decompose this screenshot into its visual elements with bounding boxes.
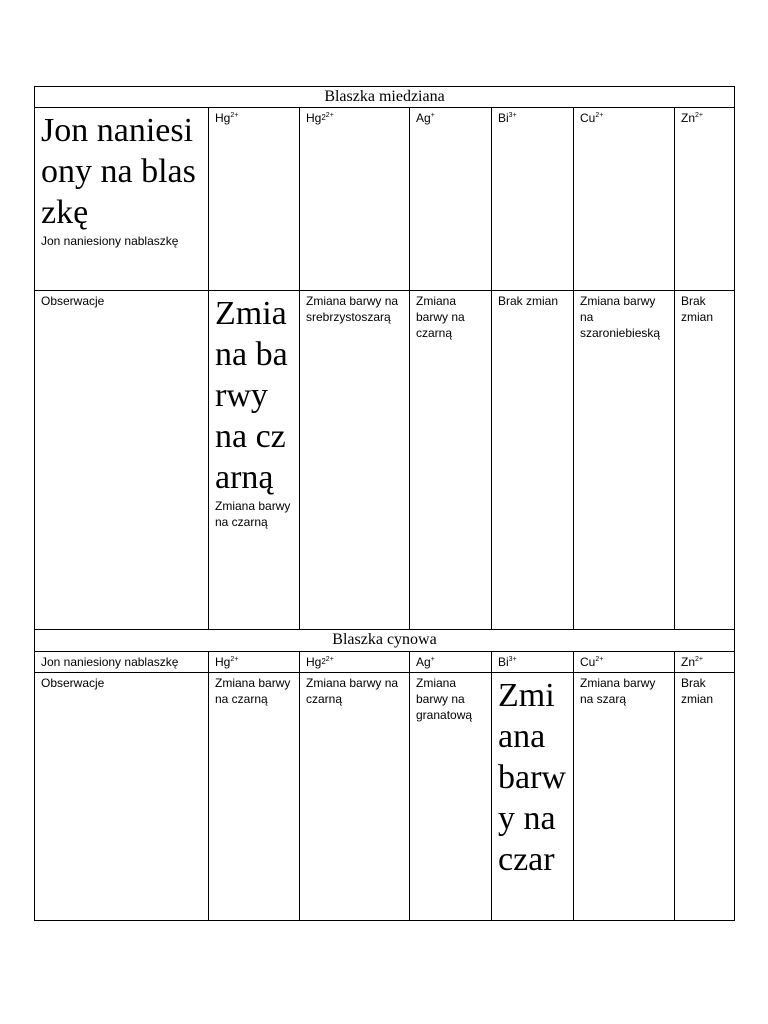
copper-ion-label (306, 111, 334, 125)
copper-observation-text: Zmiana barwy na czarną (416, 294, 465, 340)
tin-ion-label (681, 655, 703, 669)
copper-ion-cell (300, 108, 410, 291)
copper-ion-label (498, 111, 517, 125)
copper-ion-cell (209, 108, 300, 291)
copper-observations-label: Obserwacje (41, 294, 105, 308)
tin-ion-cell (492, 652, 574, 673)
ion-symbol: Bi (498, 111, 509, 125)
copper-ion-label (416, 111, 435, 125)
tin-observation-text: Zmiana barwy na szarą (580, 676, 656, 706)
tin-observation-cell (675, 673, 735, 921)
ion-symbol: Zn (681, 111, 696, 125)
ion-symbol: Cu (580, 111, 596, 125)
ion-symbol: Cu (580, 655, 596, 669)
tin-ion-cell (675, 652, 735, 673)
tin-ion-cell (410, 652, 492, 673)
tin-observations-label-cell (35, 673, 209, 921)
copper-observation-big: Zmiana barwy na czarną (215, 295, 288, 496)
tin-observation-big: Zmiana barwy na czar (498, 677, 566, 878)
tin-ion-label (580, 655, 603, 669)
tin-observations-label: Obserwacje (41, 676, 105, 690)
ion-charge: 3+ (508, 112, 517, 119)
tin-ion-cell (209, 652, 300, 673)
tin-ion-label (306, 655, 334, 669)
tin-observation-text: Zmiana barwy na czarną (306, 676, 399, 706)
tin-observation-cell (300, 673, 410, 921)
ion-charge: 2+ (695, 112, 703, 119)
copper-ion-header-small: Jon naniesiony nablaszkę (41, 234, 179, 248)
tin-ion-header: Jon naniesiony nablaszkę (41, 655, 179, 669)
copper-ion-cell (574, 108, 675, 291)
tin-ion-cell (574, 652, 675, 673)
tin-ion-label (215, 655, 238, 669)
copper-observation-text: Zmiana barwy na szaroniebieską (580, 294, 661, 340)
tin-ion-header-cell (35, 652, 209, 673)
ion-symbol: Zn (681, 655, 696, 669)
tin-observation-cell (410, 673, 492, 921)
copper-observation-text: Brak zmian (681, 294, 714, 324)
copper-observation-cell (492, 291, 574, 630)
tin-section-title-cell (35, 630, 735, 652)
copper-observation-cell (675, 291, 735, 630)
ion-charge: 3+ (508, 656, 517, 663)
tin-observation-text: Zmiana barwy na granatową (416, 676, 473, 722)
results-table (34, 86, 735, 921)
tin-ion-label (416, 655, 435, 669)
copper-ion-header-big: Jon naniesiony na blaszkę (41, 112, 196, 231)
ion-charge: 2+ (595, 112, 604, 119)
copper-observation-cell (300, 291, 410, 630)
copper-observation-text: Brak zmian (498, 294, 559, 308)
copper-observations-label-cell (35, 291, 209, 630)
tin-observation-text: Brak zmian (681, 676, 714, 706)
ion-charge: 2+ (230, 656, 239, 663)
copper-ion-label (580, 111, 603, 125)
ion-symbol: Ag (416, 111, 431, 125)
copper-ion-header-cell (35, 108, 209, 291)
tin-ion-cell (300, 652, 410, 673)
copper-observation-text: Zmiana barwy na czarną (215, 499, 291, 529)
copper-observation-cell (410, 291, 492, 630)
tin-observation-text: Zmiana barwy na czarną (215, 676, 291, 706)
ion-symbol: Bi (498, 655, 509, 669)
ion-charge: 2+ (325, 112, 334, 119)
ion-symbol: Hg (306, 655, 322, 669)
copper-ion-label (681, 111, 703, 125)
copper-section-title: Blaszka miedziana (324, 88, 445, 105)
tin-observations-row (35, 673, 735, 921)
ion-symbol: Hg (306, 111, 322, 125)
copper-observation-cell (209, 291, 300, 630)
tin-section-title: Blaszka cynowa (332, 631, 437, 648)
ion-charge: 2+ (595, 656, 604, 663)
ion-charge: 2+ (695, 656, 703, 663)
copper-ion-cell (675, 108, 735, 291)
ion-charge: 2+ (325, 656, 334, 663)
tin-observation-cell (209, 673, 300, 921)
tin-title-row (35, 630, 735, 652)
copper-ion-cell (410, 108, 492, 291)
ion-symbol: Hg (215, 111, 231, 125)
copper-ion-header-row (35, 108, 735, 291)
copper-ion-label (215, 111, 238, 125)
ion-charge: 2+ (230, 112, 239, 119)
ion-charge: + (430, 112, 435, 119)
tin-observation-cell (492, 673, 574, 921)
copper-observations-row (35, 291, 735, 630)
tin-observation-cell (574, 673, 675, 921)
ion-subscript: 2 (321, 113, 326, 122)
ion-symbol: Ag (416, 655, 431, 669)
copper-ion-cell (492, 108, 574, 291)
copper-title-row (35, 87, 735, 108)
copper-section-title-cell (35, 87, 735, 108)
ion-subscript: 2 (321, 657, 326, 666)
tin-ion-header-row (35, 652, 735, 673)
copper-observation-cell (574, 291, 675, 630)
ion-charge: + (430, 656, 435, 663)
ion-symbol: Hg (215, 655, 231, 669)
copper-observation-text: Zmiana barwy na srebrzystoszarą (306, 294, 399, 324)
tin-ion-label (498, 655, 517, 669)
